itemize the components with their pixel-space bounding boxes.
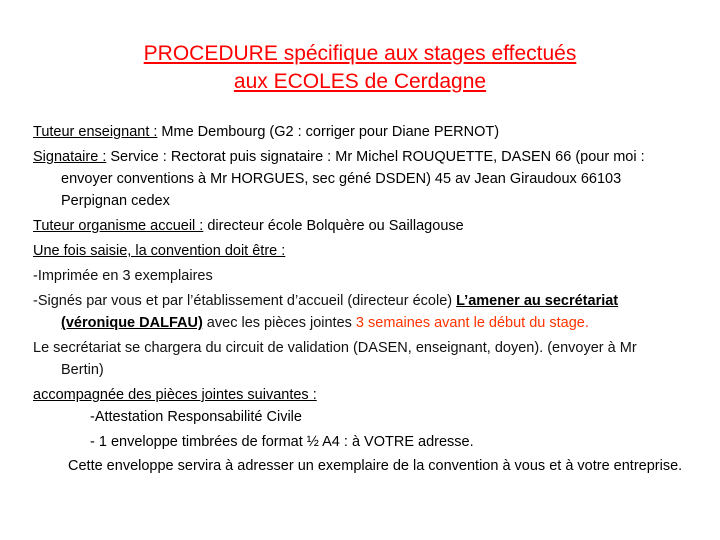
piece-item-1: -Attestation Responsabilité Civile <box>90 409 302 425</box>
pieces-label: accompagnée des pièces jointes suivantes : <box>33 387 317 403</box>
signataire-label: Signataire : <box>33 149 107 165</box>
document-body <box>33 121 683 477</box>
secretariat-text: Le secrétariat se chargera du circuit de validation (DASEN, enseignant, doyen). (envoyer à Mr Bertin) <box>33 340 637 378</box>
signataire-paragraph <box>33 146 683 212</box>
secretariat-paragraph <box>33 337 683 381</box>
convention-paragraph <box>33 240 683 262</box>
tuteur-enseignant-paragraph <box>33 121 683 143</box>
imprimee-text: -Imprimée en 3 exemplaires <box>33 268 213 284</box>
convention-label: Une fois saisie, la convention doit être : <box>33 243 286 259</box>
piece-item-attestation <box>33 406 683 428</box>
piece-item-2: - 1 enveloppe timbrées de format ½ A4 : à VOTRE adresse. <box>90 434 474 450</box>
tuteur-enseignant-text: Mme Dembourg (G2 : corriger pour Diane PERNOT) <box>157 124 500 140</box>
imprimee-paragraph <box>33 265 683 287</box>
secretariat-instruction: L’amener au secrétariat (véronique DALFAU) <box>61 293 619 331</box>
enveloppe-note-text: Cette enveloppe servira à adresser un exemplaire de la convention à vous et à votre entreprise. <box>68 458 683 474</box>
tuteur-enseignant-label: Tuteur enseignant : <box>33 124 158 140</box>
piece-item-enveloppe <box>33 431 683 453</box>
signes-paragraph <box>33 290 683 334</box>
signataire-text: Service : Rectorat puis signataire : Mr Michel ROUQUETTE, DASEN 66 (pour moi : envoyer conventions à Mr HORGUES, sec géné DSDEN) 45 av Jean Giraudoux 66103 Perpignan cedex <box>61 149 645 209</box>
title-line-1: PROCEDURE spécifique aux stages effectués <box>143 42 577 65</box>
tuteur-organisme-text: directeur école Bolquère ou Saillagouse <box>203 218 464 234</box>
deadline-text: 3 semaines avant le début du stage. <box>355 315 589 331</box>
signes-text-2: avec les pièces jointes <box>202 315 356 331</box>
enveloppe-note <box>33 455 683 477</box>
tuteur-organisme-paragraph <box>33 215 683 237</box>
signes-text-1: -Signés par vous et par l’établissement d’accueil (directeur école) <box>33 293 457 309</box>
page-title <box>0 40 720 96</box>
title-line-2: aux ECOLES de Cerdagne <box>233 70 487 93</box>
pieces-paragraph <box>33 384 683 406</box>
tuteur-organisme-label: Tuteur organisme accueil : <box>33 218 204 234</box>
